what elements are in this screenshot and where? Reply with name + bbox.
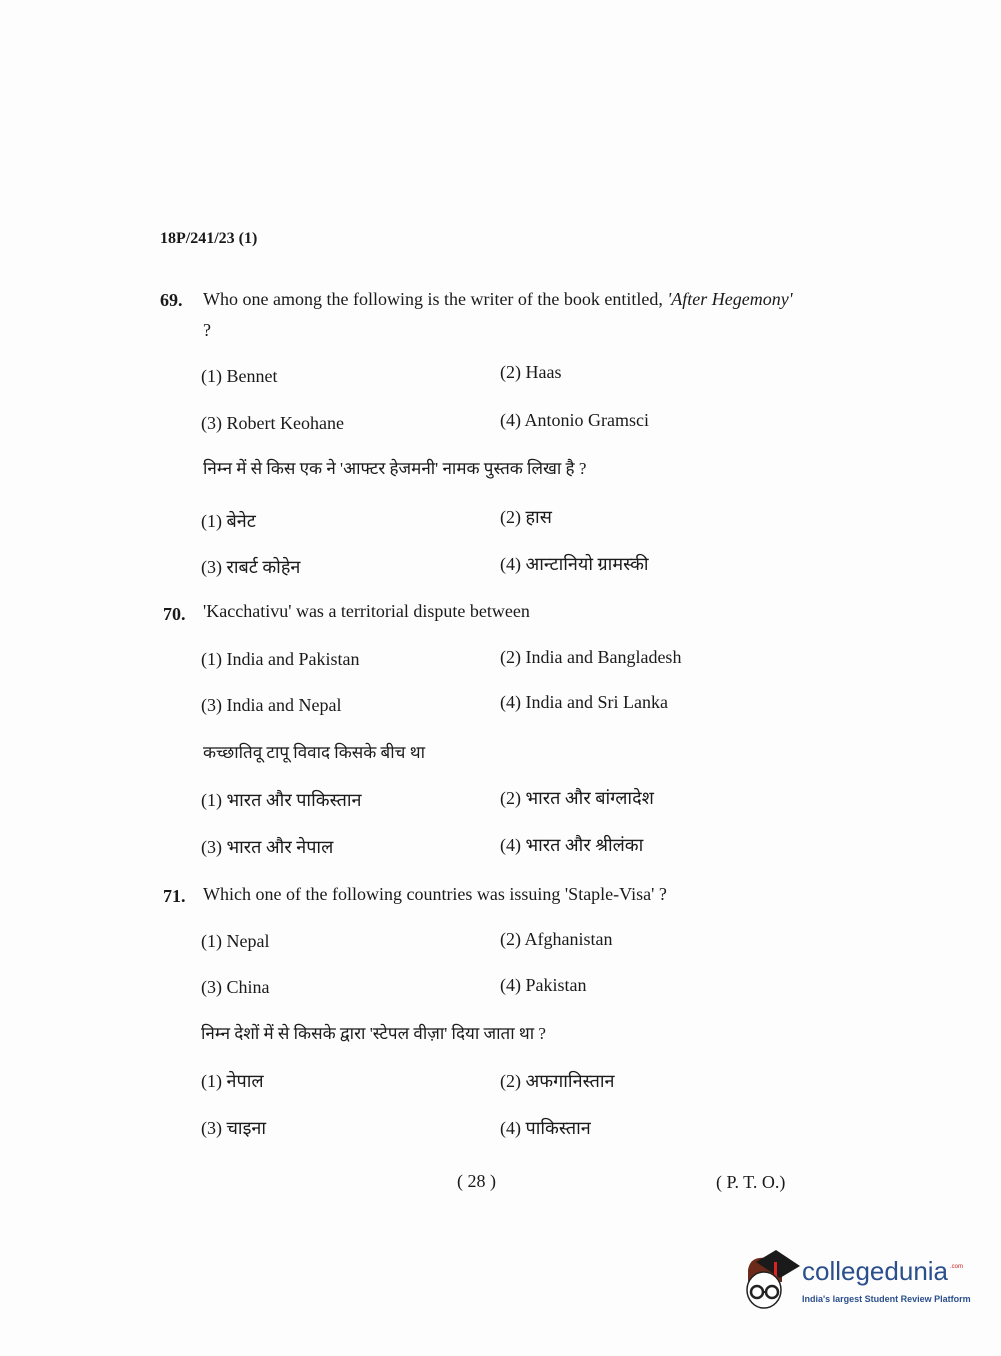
logo-brand-row xyxy=(802,1256,963,1287)
option: (3) India and Nepal xyxy=(201,695,342,715)
question-mark: ? xyxy=(203,320,211,340)
option: (3) China xyxy=(201,977,270,997)
pto-label: ( P. T. O.) xyxy=(716,1172,786,1192)
page-number: ( 28 ) xyxy=(457,1171,496,1191)
mascot-icon xyxy=(742,1248,802,1318)
logo-tagline: India's largest Student Review Platform xyxy=(802,1294,971,1304)
question-text-hi: निम्न देशों में से किसके द्वारा 'स्टेपल वीज़ा' दिया जाता था ? xyxy=(201,1024,546,1043)
option: (2) India and Bangladesh xyxy=(500,647,682,667)
option: (1) भारत और पाकिस्तान xyxy=(201,790,362,810)
option: (1) Nepal xyxy=(201,931,270,951)
option: (4) Antonio Gramsci xyxy=(500,410,649,430)
option: (4) आन्टानियो ग्रामस्की xyxy=(500,554,649,574)
option: (3) भारत और नेपाल xyxy=(201,837,334,857)
option: (2) हास xyxy=(500,507,552,527)
collegedunia-logo xyxy=(742,1248,992,1318)
option: (2) भारत और बांग्लादेश xyxy=(500,788,654,808)
option: (1) नेपाल xyxy=(201,1071,264,1091)
option: (1) बेनेट xyxy=(201,511,256,531)
question-text-en: Which one of the following countries was issuing 'Staple-Visa' ? xyxy=(203,884,667,904)
paper-code: 18P/241/23 (1) xyxy=(160,230,258,247)
option: (3) Robert Keohane xyxy=(201,413,344,433)
option: (4) Pakistan xyxy=(500,975,587,995)
logo-brand: collegedunia xyxy=(802,1256,949,1286)
option: (2) Haas xyxy=(500,362,562,382)
question-text-part: Who one among the following is the writer of the book entitled, xyxy=(203,289,668,309)
option: (1) India and Pakistan xyxy=(201,649,360,669)
option: (2) अफगानिस्तान xyxy=(500,1071,615,1091)
question-number: 70. xyxy=(163,604,186,624)
option: (3) राबर्ट कोहेन xyxy=(201,557,301,577)
question-text-en xyxy=(203,284,793,346)
book-title: 'After Hegemony' xyxy=(667,289,793,309)
question-number: 69. xyxy=(160,290,183,310)
option: (4) India and Sri Lanka xyxy=(500,692,668,712)
question-text-en: 'Kacchativu' was a territorial dispute between xyxy=(203,601,530,621)
question-number: 71. xyxy=(163,886,186,906)
option: (3) चाइना xyxy=(201,1118,267,1138)
question-text-hi: कच्छातिवू टापू विवाद किसके बीच था xyxy=(203,743,425,762)
logo-suffix: .com xyxy=(950,1264,964,1270)
option: (2) Afghanistan xyxy=(500,929,613,949)
question-text-hi: निम्न में से किस एक ने 'आफ्टर हेजमनी' नामक पुस्तक लिखा है ? xyxy=(203,459,587,478)
option: (4) पाकिस्तान xyxy=(500,1118,591,1138)
option: (4) भारत और श्रीलंका xyxy=(500,835,644,855)
option: (1) Bennet xyxy=(201,366,278,386)
